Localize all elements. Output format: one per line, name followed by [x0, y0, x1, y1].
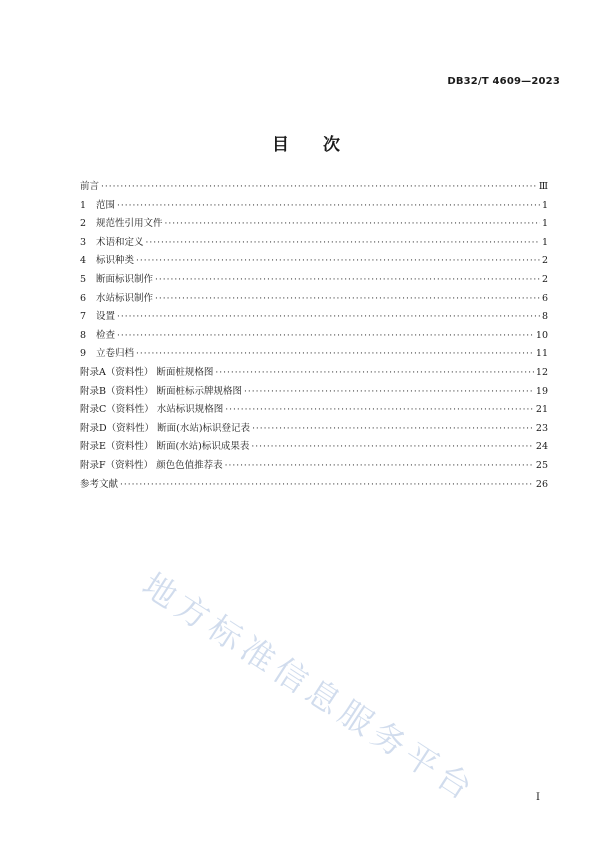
toc-leader-dots [120, 476, 534, 495]
toc-leader-dots [244, 383, 534, 402]
toc-entry[interactable] [80, 252, 548, 271]
toc-entry-page: 21 [535, 404, 548, 416]
toc-entry-label: 标识种类 [96, 255, 135, 267]
toc-entry[interactable] [80, 290, 548, 309]
toc-entry-number: 8 [80, 329, 87, 341]
toc-leader-dots [251, 438, 534, 457]
toc-entry-label: 规范性引用文件 [96, 218, 163, 230]
toc-entry-number: 7 [80, 311, 87, 323]
toc-entry-label: 附录D（资料性） 断面(水站)标识登记表 [80, 422, 251, 434]
toc-leader-dots [136, 252, 540, 271]
toc-entry-page: 1 [541, 218, 548, 230]
toc-entry[interactable] [80, 234, 548, 253]
toc-entry-page: 1 [541, 236, 548, 248]
title-part-1: 目 [272, 135, 289, 155]
toc-leader-dots [146, 234, 540, 253]
toc-entry[interactable] [80, 308, 548, 327]
toc-entry-label: 附录E（资料性） 断面(水站)标识成果表 [80, 441, 250, 453]
toc-entry-page: 23 [535, 422, 548, 434]
table-of-contents [80, 178, 548, 494]
toc-entry[interactable] [80, 178, 548, 197]
toc-entry-label: 附录A（资料性） 断面桩规格图 [80, 366, 214, 378]
toc-entry[interactable] [80, 420, 548, 439]
toc-entry-page: Ⅲ [538, 181, 548, 192]
toc-entry[interactable] [80, 364, 548, 383]
toc-entry-number: 3 [80, 236, 87, 248]
toc-entry-number: 4 [80, 255, 87, 267]
toc-entry-number: 6 [80, 292, 87, 304]
toc-entry-page: 6 [541, 292, 548, 304]
toc-entry-page: 11 [535, 348, 548, 360]
toc-leader-dots [117, 197, 540, 216]
toc-entry-label: 附录C（资料性） 水站标识规格图 [80, 404, 224, 416]
toc-leader-dots [225, 457, 534, 476]
toc-entry[interactable] [80, 215, 548, 234]
toc-leader-dots [117, 308, 540, 327]
toc-entry-label: 设置 [96, 311, 116, 323]
toc-entry-label: 参考文献 [80, 478, 119, 490]
toc-entry-label: 水站标识制作 [96, 292, 154, 304]
toc-entry-page: 1 [541, 199, 548, 211]
toc-leader-dots [252, 420, 534, 439]
page-title [0, 130, 612, 155]
toc-entry[interactable] [80, 327, 548, 346]
toc-entry-number: 5 [80, 273, 87, 285]
toc-leader-dots [155, 271, 540, 290]
toc-entry-label: 立卷归档 [96, 348, 135, 360]
toc-entry-number: 1 [80, 199, 87, 211]
toc-entry[interactable] [80, 476, 548, 495]
standard-code: DB32/T 4609—2023 [447, 76, 560, 87]
toc-entry-page: 2 [541, 273, 548, 285]
toc-entry[interactable] [80, 401, 548, 420]
toc-entry-label: 术语和定义 [96, 236, 144, 248]
toc-entry[interactable] [80, 383, 548, 402]
toc-leader-dots [136, 345, 534, 364]
toc-entry-label: 附录F（资料性） 颜色色值推荐表 [80, 459, 223, 471]
toc-entry[interactable] [80, 197, 548, 216]
toc-entry-number: 2 [80, 218, 87, 230]
toc-entry-page: 26 [535, 478, 548, 490]
toc-entry-page: 8 [541, 311, 548, 323]
toc-entry-page: 12 [535, 366, 548, 378]
title-part-2: 次 [323, 135, 340, 155]
toc-entry-label: 范围 [96, 199, 116, 211]
watermark: 地方标准信息服务平台 [135, 565, 484, 811]
toc-entry[interactable] [80, 438, 548, 457]
toc-entry-label: 附录B（资料性） 断面桩标示牌规格图 [80, 385, 243, 397]
toc-leader-dots [101, 178, 537, 197]
toc-entry[interactable] [80, 271, 548, 290]
page-number: I [536, 792, 540, 803]
toc-entry-page: 25 [535, 459, 548, 471]
toc-leader-dots [155, 290, 540, 309]
toc-entry[interactable] [80, 345, 548, 364]
toc-entry-label: 前言 [80, 181, 100, 192]
toc-leader-dots [225, 401, 534, 420]
toc-entry-page: 24 [535, 441, 548, 453]
toc-entry-number: 9 [80, 348, 87, 360]
toc-entry-page: 2 [541, 255, 548, 267]
toc-entry-label: 检查 [96, 329, 116, 341]
toc-entry-page: 10 [535, 329, 548, 341]
toc-leader-dots [165, 215, 540, 234]
toc-entry[interactable] [80, 457, 548, 476]
toc-entry-page: 19 [535, 385, 548, 397]
toc-leader-dots [215, 364, 534, 383]
toc-entry-label: 断面标识制作 [96, 273, 154, 285]
toc-leader-dots [117, 327, 534, 346]
